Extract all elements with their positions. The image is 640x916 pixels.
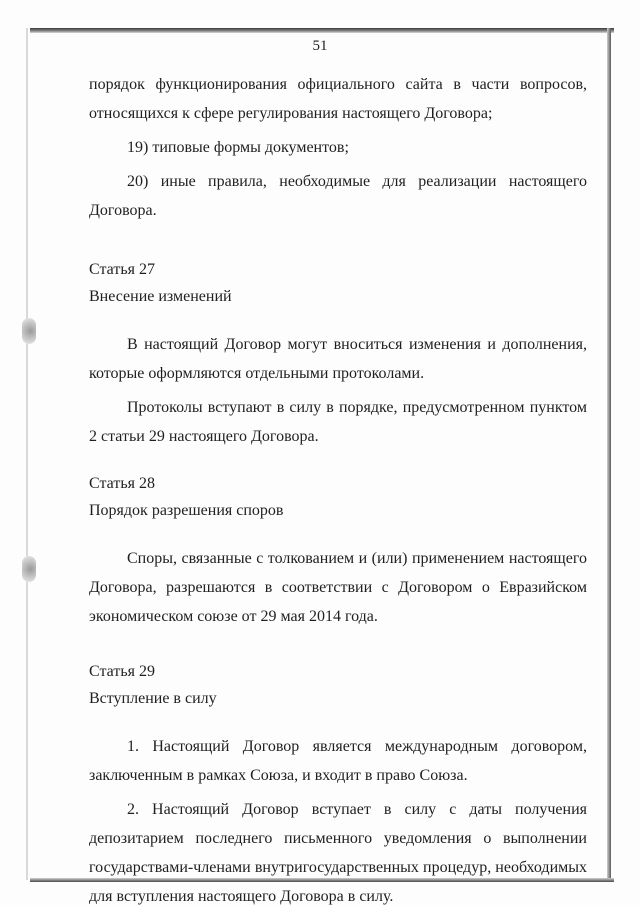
article-27-paragraph-1: В настоящий Договор могут вноситься изменения и дополнения, которые оформляются отдельными протоколами. <box>89 336 587 382</box>
article-number: Статья 27 <box>89 261 155 278</box>
scan-edge-top <box>30 28 614 33</box>
article-29-paragraph-2: 2. Настоящий Договор вступает в силу с даты получения депозитарием последнего письменного уведомления о выполнении государствами-членами внутригосударственных процедур, необходимых для вступления настоящего Договора в силу. <box>89 801 587 905</box>
paragraph-continuation: порядок функционирования официального сайта в части вопросов, относящихся к сфере регулирования настоящего Договора; <box>89 76 587 122</box>
list-item-20: 20) иные правила, необходимые для реализации настоящего Договора. <box>89 173 587 219</box>
article-28-paragraph-1: Споры, связанные с толкованием и (или) применением настоящего Договора, разрешаются в соответствии с Договором о Евразийском экономическом союзе от 29 мая 2014 года. <box>89 550 587 625</box>
article-title: Порядок разрешения споров <box>89 502 284 519</box>
scan-edge-right <box>607 28 611 880</box>
article-28-heading <box>89 473 587 522</box>
punch-hole-icon <box>22 318 36 344</box>
article-27-heading <box>89 259 587 308</box>
list-item-19: 19) типовые формы документов; <box>127 139 349 156</box>
article-29-paragraph-1: 1. Настоящий Договор является международным договором, заключенным в рамках Союза, и входит в право Союза. <box>89 738 587 784</box>
article-number: Статья 28 <box>89 475 155 492</box>
scan-edge-left <box>26 28 28 880</box>
article-number: Статья 29 <box>89 663 155 680</box>
document-body <box>89 70 587 916</box>
page-number: 51 <box>312 38 328 54</box>
article-27-paragraph-2: Протоколы вступают в силу в порядке, предусмотренном пунктом 2 статьи 29 настоящего Договора. <box>89 399 587 445</box>
article-title: Вступление в силу <box>89 690 217 707</box>
punch-hole-icon <box>22 556 36 582</box>
article-29-heading <box>89 661 587 710</box>
article-title: Внесение изменений <box>89 288 232 305</box>
